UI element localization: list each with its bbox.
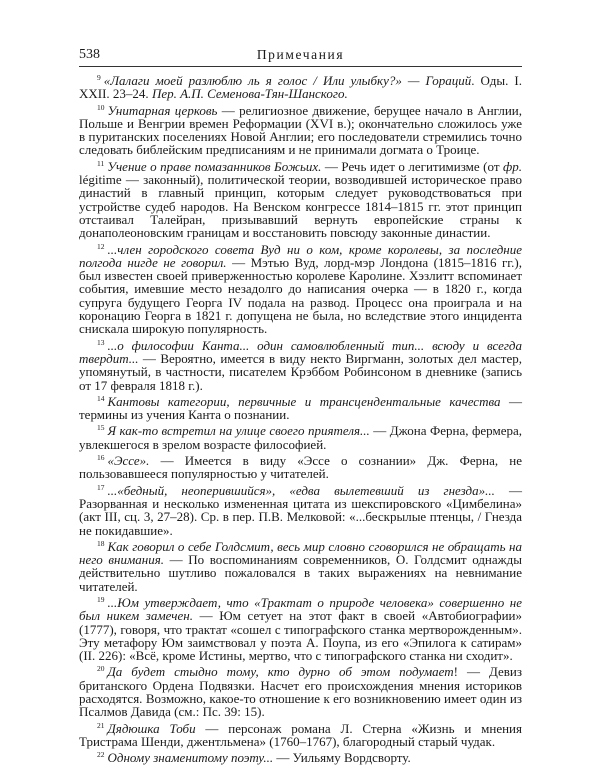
endnote-number: 16	[97, 453, 105, 463]
endnote-21	[79, 719, 522, 749]
endnote-number: 15	[97, 423, 105, 433]
endnote-11	[79, 157, 522, 240]
endnote-number: 17	[97, 482, 105, 492]
endnote-text: — религиозное движение, берущее начало в Англии, Польше и Венгрии времен Реформации (XVI в.); окончательно сложилось уже в пуританских поселениях Новой Англии; его последователи стремились точно следовать библейским предписаниям и не принимали догмата о Троице.	[79, 102, 523, 158]
endnote-number: 12	[97, 241, 105, 251]
endnote-italic-text: Учение о праве помазанников Божьих.	[107, 158, 322, 174]
endnote-number: 11	[97, 158, 105, 168]
endnote-text: — Имеется в виду «Эссе о сознании» Дж. Ферна, не пользовавшееся популярностью у читателей.	[79, 453, 522, 482]
endnote-15	[79, 421, 522, 451]
endnote-italic-text: ...«бедный, неоперившийся», «едва вылетевший из гнезда»...	[107, 482, 495, 498]
endnote-17	[79, 481, 522, 537]
endnote-20	[79, 662, 522, 718]
page-number: 538	[79, 47, 100, 62]
endnote-text: — термины из учения Канта о познании.	[79, 393, 523, 423]
endnote-italic-text: Да будет стыдно тому, кто дурно об этом подумает	[107, 664, 454, 680]
endnote-italic-text: «Эссе».	[107, 453, 150, 469]
endnote-italic-text: «Лалаги моей разлюблю ль я голос / Или улыбку?» — Гораций	[103, 73, 472, 88]
endnote-22	[79, 748, 522, 764]
endnote-text: légitime — законный), политической теории, возводившей историческое право династий в главный принцип, которым следует руководствоваться при устройстве судеб народов. На Венском конгрессе 1814–1815 гг. этот принцип отстаивал Талейран, призывавший вернуть европейские страны к донаполеоновским границам и восстановить повсюду законные династии.	[79, 172, 522, 241]
endnote-italic-text: Одному знаменитому поэту...	[107, 750, 274, 765]
endnote-10	[79, 101, 522, 157]
endnote-italic-text: фр.	[503, 158, 522, 174]
endnote-number: 20	[97, 664, 105, 674]
endnote-number: 14	[97, 393, 105, 403]
section-title: Примечания	[256, 47, 345, 62]
endnote-italic-text: ...о философии Канта... один самовлюбленный тип... всюду и всегда твердит...	[79, 337, 522, 366]
endnote-text: — Речь идет о легитимизме (от	[321, 158, 504, 174]
endnote-text: — Вероятно, имеется в виду некто Виргманн, золотых дел мастер, упомянутый, в частности, писателем Крэббом Робинсоном в дневнике (запись от 17 февраля 1818 г.).	[79, 350, 522, 393]
running-header	[79, 44, 522, 67]
endnotes-list	[79, 71, 522, 765]
endnote-number: 10	[97, 102, 105, 112]
endnote-16	[79, 451, 522, 481]
endnote-italic-text: Кантовы категории, первичные и трансцендентальные качества	[107, 393, 501, 409]
endnote-text: — Уильяму Вордсворту.	[273, 750, 411, 765]
endnote-italic-text: Унитарная церковь	[107, 102, 218, 118]
endnote-14	[79, 392, 522, 422]
endnote-number: 19	[97, 594, 105, 604]
endnote-number: 13	[97, 337, 105, 347]
endnote-text: — Мэтью Вуд, лорд-мэр Лондона (1815–1816 гг.), был известен своей приверженностью королеве Каролине. Хэзлитт вспоминает события, имевшие место незадолго до написания очерка — в 1820 г., когда супруга будущего Георга IV подала на развод. Процесс она проиграла и на коронацию Георга в 1821 г. допущена не была, но вследствие этого инцидента снискала широкую популярность.	[79, 254, 522, 337]
endnote-text: — Джона Ферна, фермера, увлекшегося в зрелом возрасте философией.	[79, 423, 522, 452]
endnote-italic-text: Как говорил о себе Голдсмит, весь мир словно сговорился не обращать на него внимания.	[79, 538, 522, 568]
endnote-italic-text: Дядюшка Тоби	[107, 720, 196, 736]
endnote-13	[79, 336, 522, 392]
endnote-italic-text: Я как-то встретил на улице своего приятеля...	[107, 423, 370, 439]
endnote-text: . Оды. I. XXII. 23–24.	[79, 73, 522, 102]
endnote-19	[79, 593, 522, 662]
endnote-text: — Разорванная и несколько измененная цитата из шекспировского «Цимбелина» (акт III, сц. 3, 27–28). Ср. в пер. П.В. Мелковой: «...бескрылые птенцы, / Гнезда не покидавшие».	[79, 482, 522, 538]
endnote-italic-text: Пер. А.П. Семенова-Тян-Шанского.	[151, 86, 348, 102]
endnote-italic-text: ...член городского совета Вуд ни о ком, кроме королевы, за последние полгода нигде не говорил.	[79, 241, 522, 270]
endnote-number: 9	[97, 73, 101, 82]
endnote-number: 22	[97, 750, 105, 760]
endnote-text: ! — Девиз британского Ордена Подвязки. Насчет его происхождения мнения историков расходятся. Возможно, какое-то отношение к его возникновению имеет один из Псалмов Давида (см.: Пс. 39: 15).	[79, 664, 522, 720]
endnote-number: 21	[97, 720, 105, 730]
endnote-text: — персонаж романа Л. Стерна «Жизнь и мнения Тристрама Шенди, джентльмена» (1760–1767), благородный старый чудак.	[79, 720, 522, 749]
endnote-9	[79, 71, 522, 101]
endnote-number: 18	[97, 538, 105, 548]
endnote-18	[79, 537, 522, 593]
endnote-12	[79, 240, 522, 336]
endnote-text: — Юм сетует на этот факт в своей «Автобиографии» (1777), говоря, что трактат «сошел с типографского станка мертворожденным». Эту метафору Юм заимствовал у поэта А. Поупа, из его «Эпилога к сатирам» (II. 226): «Всё, кроме Истины, мертво, что с типографского станка ни сходит».	[79, 608, 522, 664]
endnote-italic-text: ...Юм утверждает, что «Трактат о природе человека» совершенно не был никем замечен.	[79, 594, 522, 624]
endnote-text: — По воспоминаниям современников, О. Голдсмит однажды действительно шутливо пожаловался в таких выражениях на невнимание читателей.	[79, 552, 522, 594]
